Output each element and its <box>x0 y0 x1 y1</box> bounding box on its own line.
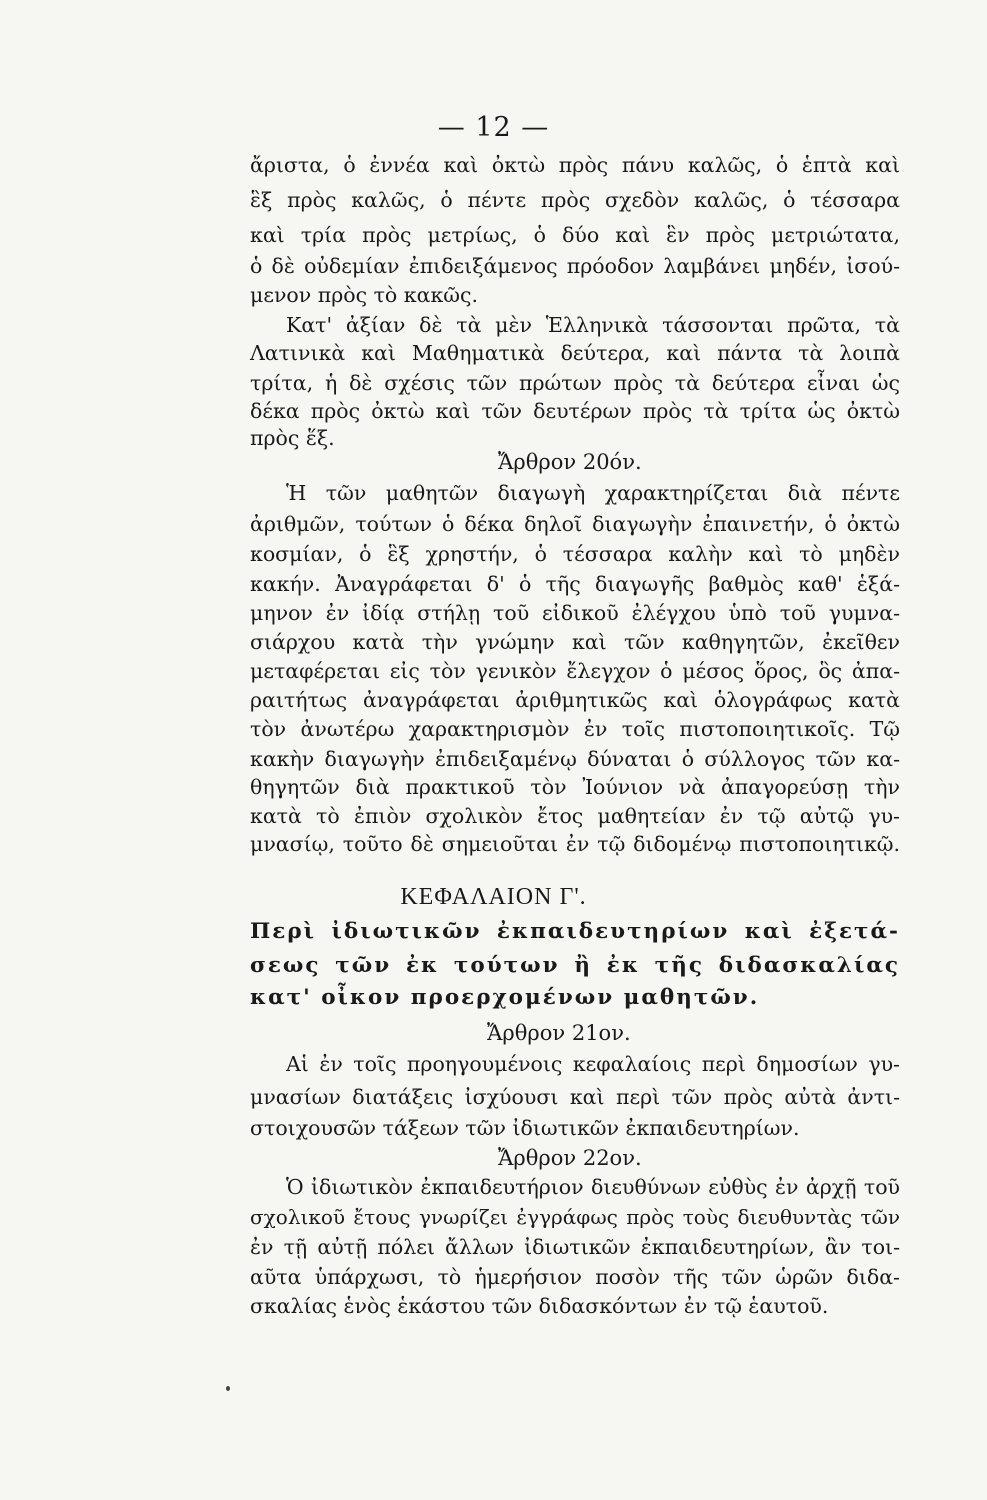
article-heading: Ἄρθρον 21ον. <box>487 1021 631 1045</box>
text-line: ἄριστα, ὁ ἐννέα καὶ ὀκτὼ πρὸς πάνυ καλῶς, ὁ ἑπτὰ καὶ <box>250 153 900 177</box>
text-line: Αἱ ἐν τοῖς προηγουμένοις κεφαλαίοις περὶ δημοσίων γυ- <box>286 1052 900 1076</box>
text-line: θηγητῶν διὰ πρακτικοῦ τὸν Ἰούνιον νὰ ἀπαγορεύσῃ τὴν <box>250 775 900 799</box>
text-line: ἀριθμῶν, τούτων ὁ δέκα δηλοῖ διαγωγὴν ἐπαινετήν, ὁ ὀκτὼ <box>250 512 900 536</box>
text-line: Ἡ τῶν μαθητῶν διαγωγὴ χαρακτηρίζεται διὰ πέντε <box>286 481 900 505</box>
text-line: Λατινικὰ καὶ Μαθηματικὰ δεύτερα, καὶ πάντα τὰ λοιπὰ <box>250 341 900 365</box>
chapter-title-line: κατ' οἶκον προερχομένων μαθητῶν. <box>250 985 760 1010</box>
text-line: ἓξ πρὸς καλῶς, ὁ πέντε πρὸς σχεδὸν καλῶς, ὁ τέσσαρα <box>250 188 900 212</box>
text-line: σιάρχου κατὰ τὴν γνώμην καὶ τῶν καθηγητῶν, ἐκεῖθεν <box>250 630 900 654</box>
text-line: δέκα πρὸς ὀκτὼ καὶ τῶν δευτέρων πρὸς τὰ τρίτα ὡς ὀκτὼ <box>250 399 900 423</box>
text-line: μηνον ἐν ἰδίᾳ στήλῃ τοῦ εἰδικοῦ ἐλέγχου ὑπὸ τοῦ γυμνα- <box>250 601 900 625</box>
text-line: μενον πρὸς τὸ κακῶς. <box>250 283 478 307</box>
text-line: κοσμίαν, ὁ ἓξ χρηστήν, ὁ τέσσαρα καλὴν καὶ τὸ μηδὲν <box>250 542 900 566</box>
text-line: Κατ' ἀξίαν δὲ τὰ μὲν Ἑλληνικὰ τάσσονται πρῶτα, τὰ <box>286 313 900 337</box>
chapter-title-line: σεως τῶν ἐκ τούτων ἢ ἐκ τῆς διδασκαλίας <box>250 953 900 978</box>
text-line: τρίτα, ἡ δὲ σχέσις τῶν πρώτων πρὸς τὰ δεύτερα εἶναι ὡς <box>250 371 900 395</box>
article-heading: Ἄρθρον 22ον. <box>498 1146 642 1170</box>
text-line: σκαλίας ἑνὸς ἑκάστου τῶν διδασκόντων ἐν τῷ ἑαυτοῦ. <box>250 1294 829 1318</box>
text-line: στοιχουσῶν τάξεων τῶν ἰδιωτικῶν ἐκπαιδευτηρίων. <box>250 1116 800 1140</box>
text-line: μνασίῳ, τοῦτο δὲ σημειοῦται ἐν τῷ διδομένῳ πιστοποιητικῷ. <box>250 832 900 856</box>
chapter-heading: ΚΕΦΑΛΑΙΟΝ Γ'. <box>400 884 587 910</box>
text-line: σχολικοῦ ἔτους γνωρίζει ἐγγράφως πρὸς τοὺς διευθυντὰς τῶν <box>250 1205 900 1229</box>
text-line: αῦτα ὑπάρχωσι, τὸ ἡμερήσιον ποσὸν τῆς τῶν ὡρῶν διδα- <box>250 1265 900 1289</box>
text-line: τὸν ἀνωτέρω χαρακτηρισμὸν ἐν τοῖς πιστοποιητικοῖς. Τῷ <box>250 717 900 741</box>
text-line: ραιτήτως ἀναγράφεται ἀριθμητικῶς καὶ ὁλογράφως κατὰ <box>250 688 900 712</box>
text-line: ἐν τῇ αὐτῇ πόλει ἄλλων ἰδιωτικῶν ἐκπαιδευτηρίων, ἂν τοι- <box>250 1235 900 1259</box>
text-line: κακήν. Ἀναγράφεται δ' ὁ τῆς διαγωγῆς βαθμὸς καθ' ἑξά- <box>250 572 900 596</box>
page-number: — 12 — <box>437 112 550 143</box>
chapter-title-line: Περὶ ἰδιωτικῶν ἐκπαιδευτηρίων καὶ ἐξετά- <box>250 919 900 944</box>
text-line: πρὸς ἕξ. <box>250 426 335 450</box>
text-line: Ὁ ἰδιωτικὸν ἐκπαιδευτήριον διευθύνων εὐθὺς ἐν ἀρχῇ τοῦ <box>286 1175 900 1199</box>
text-line: μεταφέρεται εἰς τὸν γενικὸν ἔλεγχον ὁ μέσος ὅρος, ὃς ἀπα- <box>250 659 900 683</box>
text-line: ὁ δὲ οὐδεμίαν ἐπιδειξάμενος πρόοδον λαμβάνει μηδέν, ἰσού- <box>250 254 900 278</box>
text-line: καὶ τρία πρὸς μετρίως, ὁ δύο καὶ ἓν πρὸς μετριώτατα, <box>250 223 900 247</box>
text-line: κατὰ τὸ ἐπιὸν σχολικὸν ἔτος μαθητείαν ἐν τῷ αὐτῷ γυ- <box>250 804 900 828</box>
ink-speck <box>226 1386 230 1391</box>
text-line: μνασίων διατάξεις ἰσχύουσι καὶ περὶ τῶν πρὸς αὐτὰ ἀντι- <box>250 1085 900 1109</box>
text-line: κακὴν διαγωγὴν ἐπιδειξαμένῳ δύναται ὁ σύλλογος τῶν κα- <box>250 747 900 771</box>
article-heading: Ἄρθρον 20όν. <box>498 450 642 474</box>
